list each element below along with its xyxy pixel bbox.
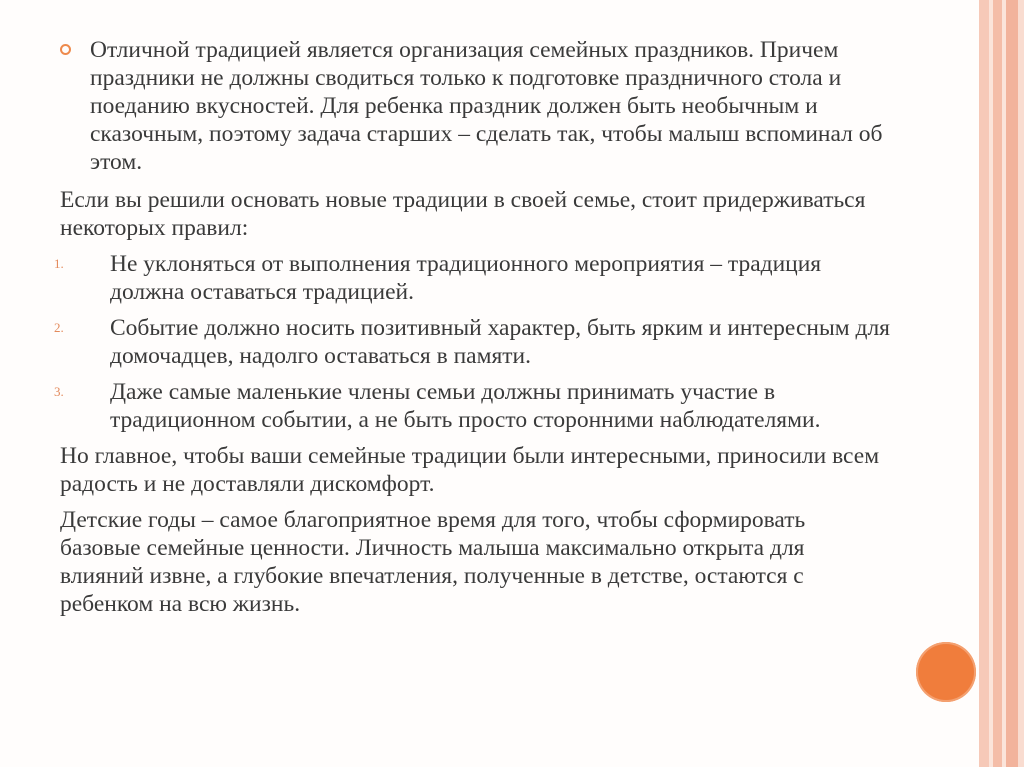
- main-point: Но главное, чтобы ваши семейные традиции были интересными, приносили всем радость и не доставляли дискомфорт.: [60, 443, 880, 497]
- conclusion: Детские годы – самое благоприятное время для того, чтобы сформировать базовые семейные ценности. Личность малыша максимально открыта для влияний извне, а глубокие впечатления, полученные в детстве, остаются с ребенком на всю жизнь.: [60, 507, 806, 617]
- rule-number: 1.: [54, 256, 64, 271]
- decorative-stripe: [979, 0, 989, 767]
- decorative-stripe: [1018, 0, 1024, 767]
- ring-bullet-icon: [60, 44, 71, 55]
- rule-number: 3.: [54, 384, 64, 399]
- rule-text: Даже самые маленькие члены семьи должны принимать участие в традиционном событии, а не быть просто сторонними наблюдателями.: [110, 379, 821, 433]
- slide-content: [54, 36, 890, 626]
- decorative-stripe: [1006, 0, 1018, 767]
- bullet-paragraph: [60, 36, 890, 176]
- decorative-circle: [916, 642, 976, 702]
- rule-item: [54, 250, 890, 306]
- rule-text: Не уклоняться от выполнения традиционного мероприятия – традиция должна оставаться традицией.: [110, 251, 822, 305]
- rule-number: 2.: [54, 320, 64, 335]
- intro-rules: Если вы решили основать новые традиции в своей семье, стоит придерживаться некоторых правил:: [60, 187, 866, 241]
- rule-item: [54, 378, 890, 434]
- rule-text: Событие должно носить позитивный характер, быть ярким и интересным для домочадцев, надолго оставаться в памяти.: [110, 315, 890, 369]
- decorative-stripe: [993, 0, 1002, 767]
- rule-item: [54, 314, 890, 370]
- bullet-paragraph-text: Отличной традицией является организация семейных праздников. Причем праздники не должны сводиться только к подготовке праздничного стола и поеданию вкусностей. Для ребенка праздник должен быть необычным и сказочным, поэтому задача старших – сделать так, чтобы малыш вспоминал об этом.: [90, 37, 883, 175]
